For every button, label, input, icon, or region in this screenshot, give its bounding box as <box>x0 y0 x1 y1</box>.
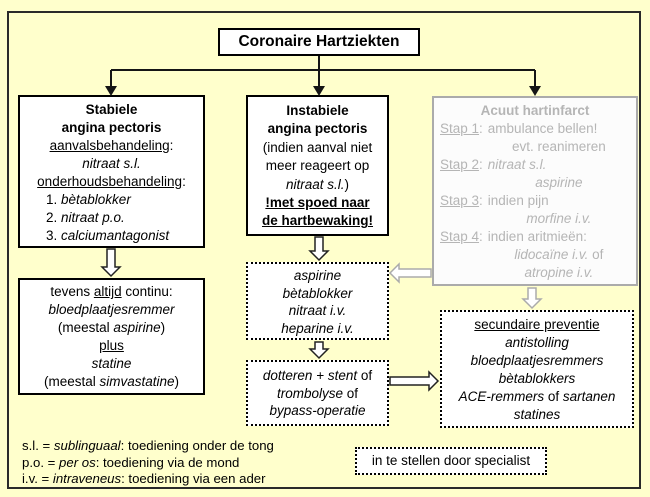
text-line <box>442 388 632 406</box>
text-segment: p.o. = <box>22 454 60 470</box>
text-line <box>248 102 387 120</box>
text-segment: ) <box>160 320 166 335</box>
secondary-prevention-box <box>440 310 634 428</box>
text-segment: nitraat s.l. <box>285 176 345 192</box>
text-segment: : toediening onder de tong <box>120 438 274 453</box>
acute-medication-box <box>246 262 389 340</box>
specialist-note-text: in te stellen door specialist <box>371 453 531 468</box>
text-segment: ) <box>344 176 350 192</box>
text-segment: of <box>343 385 359 401</box>
step-content <box>488 156 630 192</box>
text-line <box>488 120 630 138</box>
text-line <box>488 264 630 282</box>
text-line <box>248 120 387 138</box>
text-line <box>248 194 387 212</box>
text-segment: statines <box>513 407 561 422</box>
text-line <box>248 385 387 403</box>
unstable-angina-box <box>246 95 389 236</box>
step-label: Stap 4: <box>440 229 483 244</box>
abbreviation-legend <box>22 438 274 488</box>
text-segment: (meestal <box>57 320 114 335</box>
text-segment: aanvalsbehandeling <box>49 138 170 153</box>
text-segment: 1. <box>46 192 62 207</box>
text-segment: s.l. = <box>22 438 54 453</box>
step-label: Stap 2: <box>440 157 483 172</box>
text-line <box>248 267 387 285</box>
text-line <box>22 455 274 472</box>
text-line <box>488 156 630 174</box>
text-line <box>248 212 387 230</box>
text-line <box>248 320 387 338</box>
text-segment: atropine i.v. <box>524 265 594 280</box>
text-line <box>20 191 203 209</box>
text-segment: heparine i.v. <box>281 320 354 336</box>
text-segment: sartanen <box>562 389 616 404</box>
text-segment: calciumantagonist <box>61 228 170 243</box>
text-segment: de hartbewaking! <box>261 213 374 229</box>
text-segment: Stabiele <box>85 102 138 117</box>
text-segment: i.v. = <box>22 471 53 486</box>
text-line <box>442 334 632 352</box>
continuous-treatment-box <box>18 278 205 395</box>
text-segment: Instabiele <box>286 103 349 118</box>
text-segment: secundaire preventie <box>474 317 600 332</box>
specialist-note-box <box>355 447 547 475</box>
text-segment: tevens <box>50 284 94 299</box>
acute-step-row <box>440 156 630 192</box>
text-segment: continu: <box>121 284 173 299</box>
text-segment: (indien aanval niet <box>262 139 373 155</box>
step-content <box>488 228 630 282</box>
text-segment: of <box>588 247 604 262</box>
text-line <box>20 155 203 173</box>
text-line <box>248 285 387 303</box>
text-segment: plus <box>99 338 124 353</box>
text-segment: lidocaïne i.v. <box>514 247 589 262</box>
text-segment: !met spoed naar <box>265 195 370 211</box>
text-segment: ambulance bellen! <box>487 121 598 136</box>
text-segment: bloedplaatjesremmers <box>470 353 604 368</box>
text-line <box>248 176 387 194</box>
text-segment: trombolyse <box>276 385 343 401</box>
text-line <box>248 139 387 157</box>
step-content <box>488 120 630 156</box>
text-segment: indien pijn <box>487 193 549 208</box>
text-segment: nitraat p.o. <box>61 210 125 225</box>
text-segment: altijd <box>93 284 122 299</box>
text-line <box>442 316 632 334</box>
text-line <box>20 101 203 119</box>
intervention-box <box>246 360 389 426</box>
text-line <box>488 138 630 156</box>
text-line <box>248 367 387 385</box>
stable-angina-box <box>18 95 205 248</box>
text-line <box>442 352 632 370</box>
text-segment: (meestal <box>43 374 100 389</box>
text-segment: meer reageert op <box>265 158 370 174</box>
text-line <box>20 137 203 155</box>
text-segment: statine <box>91 356 132 371</box>
text-segment: bètablokker <box>282 285 353 301</box>
text-segment: dotteren + stent <box>262 368 358 383</box>
step-label: Stap 3: <box>440 193 483 208</box>
text-line <box>20 319 203 337</box>
text-segment: nitraat s.l. <box>82 156 141 171</box>
text-line <box>488 192 630 210</box>
text-line <box>248 157 387 175</box>
text-line <box>20 301 203 319</box>
acute-step-row <box>440 192 630 228</box>
text-segment: nitraat i.v. <box>288 303 347 318</box>
text-segment: evt. reanimeren <box>512 139 606 154</box>
text-segment: of <box>544 389 563 404</box>
acute-infarct-box <box>432 96 638 286</box>
text-line <box>20 173 203 191</box>
acute-step-row <box>440 120 630 156</box>
text-segment: 2. <box>46 210 62 225</box>
text-segment: antistolling <box>505 335 569 350</box>
text-line <box>20 283 203 301</box>
text-line <box>20 373 203 391</box>
text-line <box>20 355 203 373</box>
step-content <box>488 192 630 228</box>
text-segment: : toediening via een ader <box>121 471 266 486</box>
text-segment: bètablokker <box>61 192 131 207</box>
text-segment: : <box>182 174 186 189</box>
text-line <box>22 438 274 455</box>
text-segment: angina pectoris <box>267 121 368 137</box>
text-line <box>20 119 203 137</box>
text-segment: ACE-remmers <box>458 389 545 404</box>
text-line <box>20 227 203 245</box>
text-segment: bètablokkers <box>498 371 576 386</box>
text-segment: of <box>357 368 373 383</box>
acute-infarct-title: Acuut hartinfarct <box>480 103 590 118</box>
text-segment: : <box>169 138 174 153</box>
text-line <box>248 402 387 420</box>
text-segment: morfine i.v. <box>526 211 592 226</box>
text-segment: ) <box>174 374 180 389</box>
text-line <box>20 209 203 227</box>
text-line <box>248 302 387 320</box>
text-segment: bloedplaatjesremmer <box>48 302 175 317</box>
step-label: Stap 1: <box>440 121 483 136</box>
text-segment: intraveneus <box>52 471 122 486</box>
text-segment: : toediening via de mond <box>95 454 240 470</box>
text-line <box>22 471 274 488</box>
text-line <box>442 370 632 388</box>
text-segment: aspirine <box>535 175 583 190</box>
diagram-title: Coronaire Hartziekten <box>238 33 400 50</box>
text-segment: per os <box>59 454 96 470</box>
text-line <box>488 174 630 192</box>
text-segment: angina pectoris <box>61 120 162 135</box>
text-segment: bypass-operatie <box>269 403 366 418</box>
acute-infarct-steps <box>440 120 630 282</box>
text-segment: aspirine <box>113 320 161 335</box>
text-segment: sublinguaal <box>53 438 121 453</box>
text-segment: aspirine <box>293 268 342 283</box>
text-line <box>488 210 630 228</box>
text-line <box>20 337 203 355</box>
text-line <box>442 406 632 424</box>
text-segment: simvastatine <box>99 374 175 389</box>
text-segment: 3. <box>46 228 62 243</box>
acute-step-row <box>440 228 630 282</box>
title-box <box>218 28 420 56</box>
text-line <box>488 246 630 264</box>
text-line <box>488 228 630 246</box>
text-segment: nitraat s.l. <box>487 157 547 172</box>
text-segment: indien aritmieën: <box>487 229 587 244</box>
text-segment: onderhoudsbehandeling <box>37 174 183 189</box>
